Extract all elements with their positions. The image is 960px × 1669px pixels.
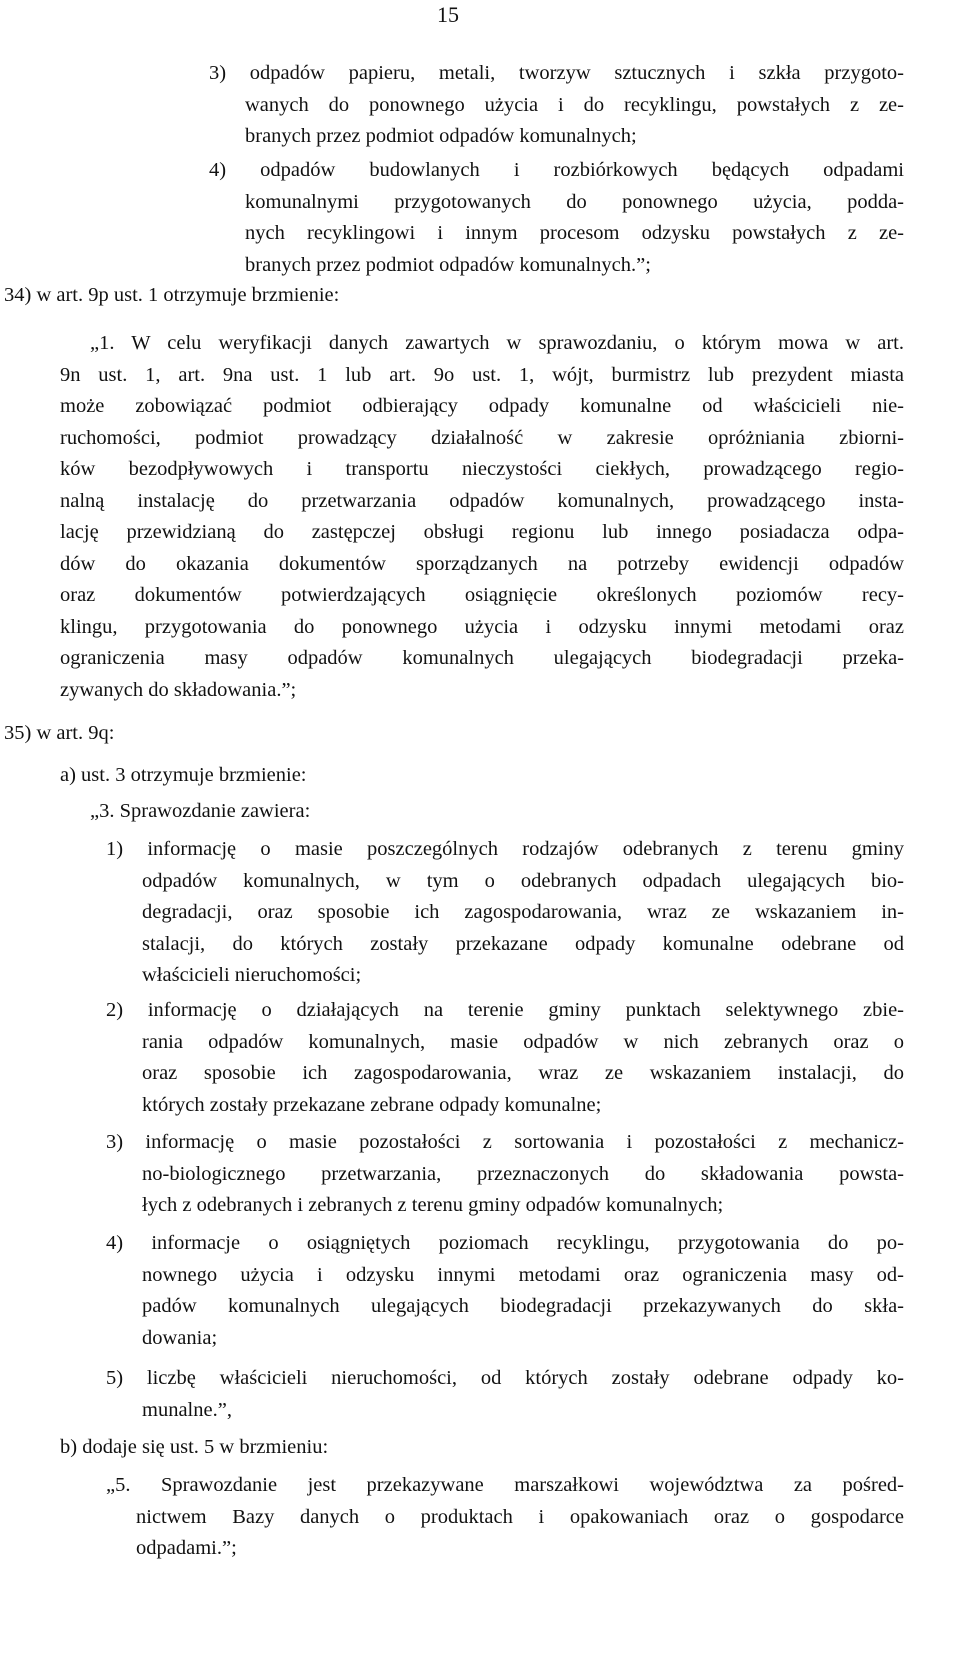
text-line: 1) informację o masie poszczególnych rodzajów odebranych z terenu gminy [106, 838, 904, 860]
text-line: 35) w art. 9q: [4, 722, 115, 744]
text-line: a) ust. 3 otrzymuje brzmienie: [60, 764, 307, 786]
point-34 [4, 280, 904, 312]
text-line: munalne.”, [142, 1398, 232, 1421]
text-line: oraz sposobie ich zagospodarowania, wraz ze wskazaniem instalacji, do [142, 1062, 904, 1084]
list-item-3 [209, 58, 904, 153]
text-line: „1. W celu weryfikacji danych zawartych w sprawozdaniu, o którym mowa w art. [90, 332, 904, 354]
text-line: właścicieli nieruchomości; [142, 964, 362, 986]
text-line: odpadami.”; [136, 1537, 237, 1559]
ust-5-paragraph [106, 1470, 904, 1565]
text-line: 9n ust. 1, art. 9na ust. 1 lub art. 9o ust. 1, wójt, burmistrz lub prezydent miasta [60, 363, 904, 386]
text-line: odpadów komunalnych, w tym o odebranych odpadach ulegających bio- [142, 869, 904, 892]
ust-3-item-4 [106, 1228, 904, 1354]
point-35 [4, 718, 904, 750]
text-line: padów komunalnych ulegających biodegradacji przekazywanych do skła- [142, 1295, 904, 1317]
page-number: 15 [437, 2, 459, 27]
text-line: 2) informację o działających na terenie gminy punktach selektywnego zbie- [106, 999, 904, 1021]
text-line: których zostały przekazane zebrane odpady komunalne; [142, 1093, 602, 1116]
text-line: ków bezodpływowych i transportu nieczystości ciekłych, prowadzącego regio- [60, 458, 904, 480]
text-line: degradacji, oraz sposobie ich zagospodarowania, wraz ze wskazaniem in- [142, 901, 904, 923]
text-line: 5) liczbę właścicieli nieruchomości, od których zostały odebrane odpady ko- [106, 1367, 904, 1389]
ust-3-item-1 [106, 834, 904, 992]
ust-3-item-2 [106, 995, 904, 1121]
text-line: b) dodaje się ust. 5 w brzmieniu: [60, 1436, 329, 1458]
text-line: stalacji, do których zostały przekazane odpady komunalne odebrane od [142, 932, 904, 955]
text-line: może zobowiązać podmiot odbierający odpady komunalne od właścicieli nie- [60, 395, 904, 417]
ust-3-heading [90, 796, 904, 828]
text-line: wanych do ponownego użycia i do recyklingu, powstałych z ze- [245, 93, 904, 116]
text-line: 4) informacje o osiągniętych poziomach recyklingu, przygotowania do po- [106, 1232, 904, 1254]
text-line: branych przez podmiot odpadów komunalnych; [245, 125, 637, 147]
text-line: oraz dokumentów potwierdzających osiągnięcie określonych poziomów recy- [60, 584, 904, 606]
text-line: „5. Sprawozdanie jest przekazywane marszałkowi województwa za pośred- [106, 1474, 904, 1496]
text-line: zywanych do składowania.”; [60, 678, 297, 701]
art-9p-paragraph [60, 328, 904, 706]
text-line: 4) odpadów budowlanych i rozbiórkowych będących odpadami [209, 159, 904, 181]
list-item-4 [209, 155, 904, 281]
letter-a [60, 760, 904, 792]
text-line: 3) odpadów papieru, metali, tworzyw sztucznych i szkła przygoto- [209, 62, 904, 84]
text-line: dów do okazania dokumentów sporządzanych na potrzeby ewidencji odpadów [60, 552, 904, 575]
text-line: łych z odebranych i zebranych z terenu gminy odpadów komunalnych; [142, 1194, 724, 1216]
text-line: nictwem Bazy danych o produktach i opakowaniach oraz o gospodarce [136, 1505, 904, 1528]
text-line: rania odpadów komunalnych, masie odpadów w nich zebranych oraz o [142, 1030, 904, 1053]
ust-3-item-3 [106, 1127, 904, 1222]
text-line: no-biologicznego przetwarzania, przeznaczonych do składowania powsta- [142, 1162, 904, 1185]
text-line: ograniczenia masy odpadów komunalnych ulegających biodegradacji przeka- [60, 647, 904, 669]
text-line: dowania; [142, 1326, 218, 1349]
ust-3-item-5 [106, 1363, 904, 1426]
text-line: komunalnymi przygotowanych do ponownego użycia, podda- [245, 190, 904, 213]
text-line: nych recyklingowi i innym procesom odzysku powstałych z ze- [245, 222, 904, 244]
text-line: nalną instalację do przetwarzania odpadów komunalnych, prowadzącego insta- [60, 489, 904, 512]
text-line: „3. Sprawozdanie zawiera: [90, 800, 311, 822]
text-line: lację przewidzianą do zastępczej obsługi regionu lub innego posiadacza odpa- [60, 521, 904, 543]
text-line: ruchomości, podmiot prowadzący działalność w zakresie opróżniania zbiorni- [60, 426, 904, 449]
text-line: 34) w art. 9p ust. 1 otrzymuje brzmienie: [4, 284, 340, 306]
text-line: klingu, przygotowania do ponownego użycia i odzysku innymi metodami oraz [60, 615, 904, 638]
text-line: branych przez podmiot odpadów komunalnych.”; [245, 253, 651, 276]
text-line: 3) informację o masie pozostałości z sortowania i pozostałości z mechanicz- [106, 1131, 904, 1153]
letter-b [60, 1432, 904, 1464]
text-line: nownego użycia i odzysku innymi metodami oraz ograniczenia masy od- [142, 1263, 904, 1286]
